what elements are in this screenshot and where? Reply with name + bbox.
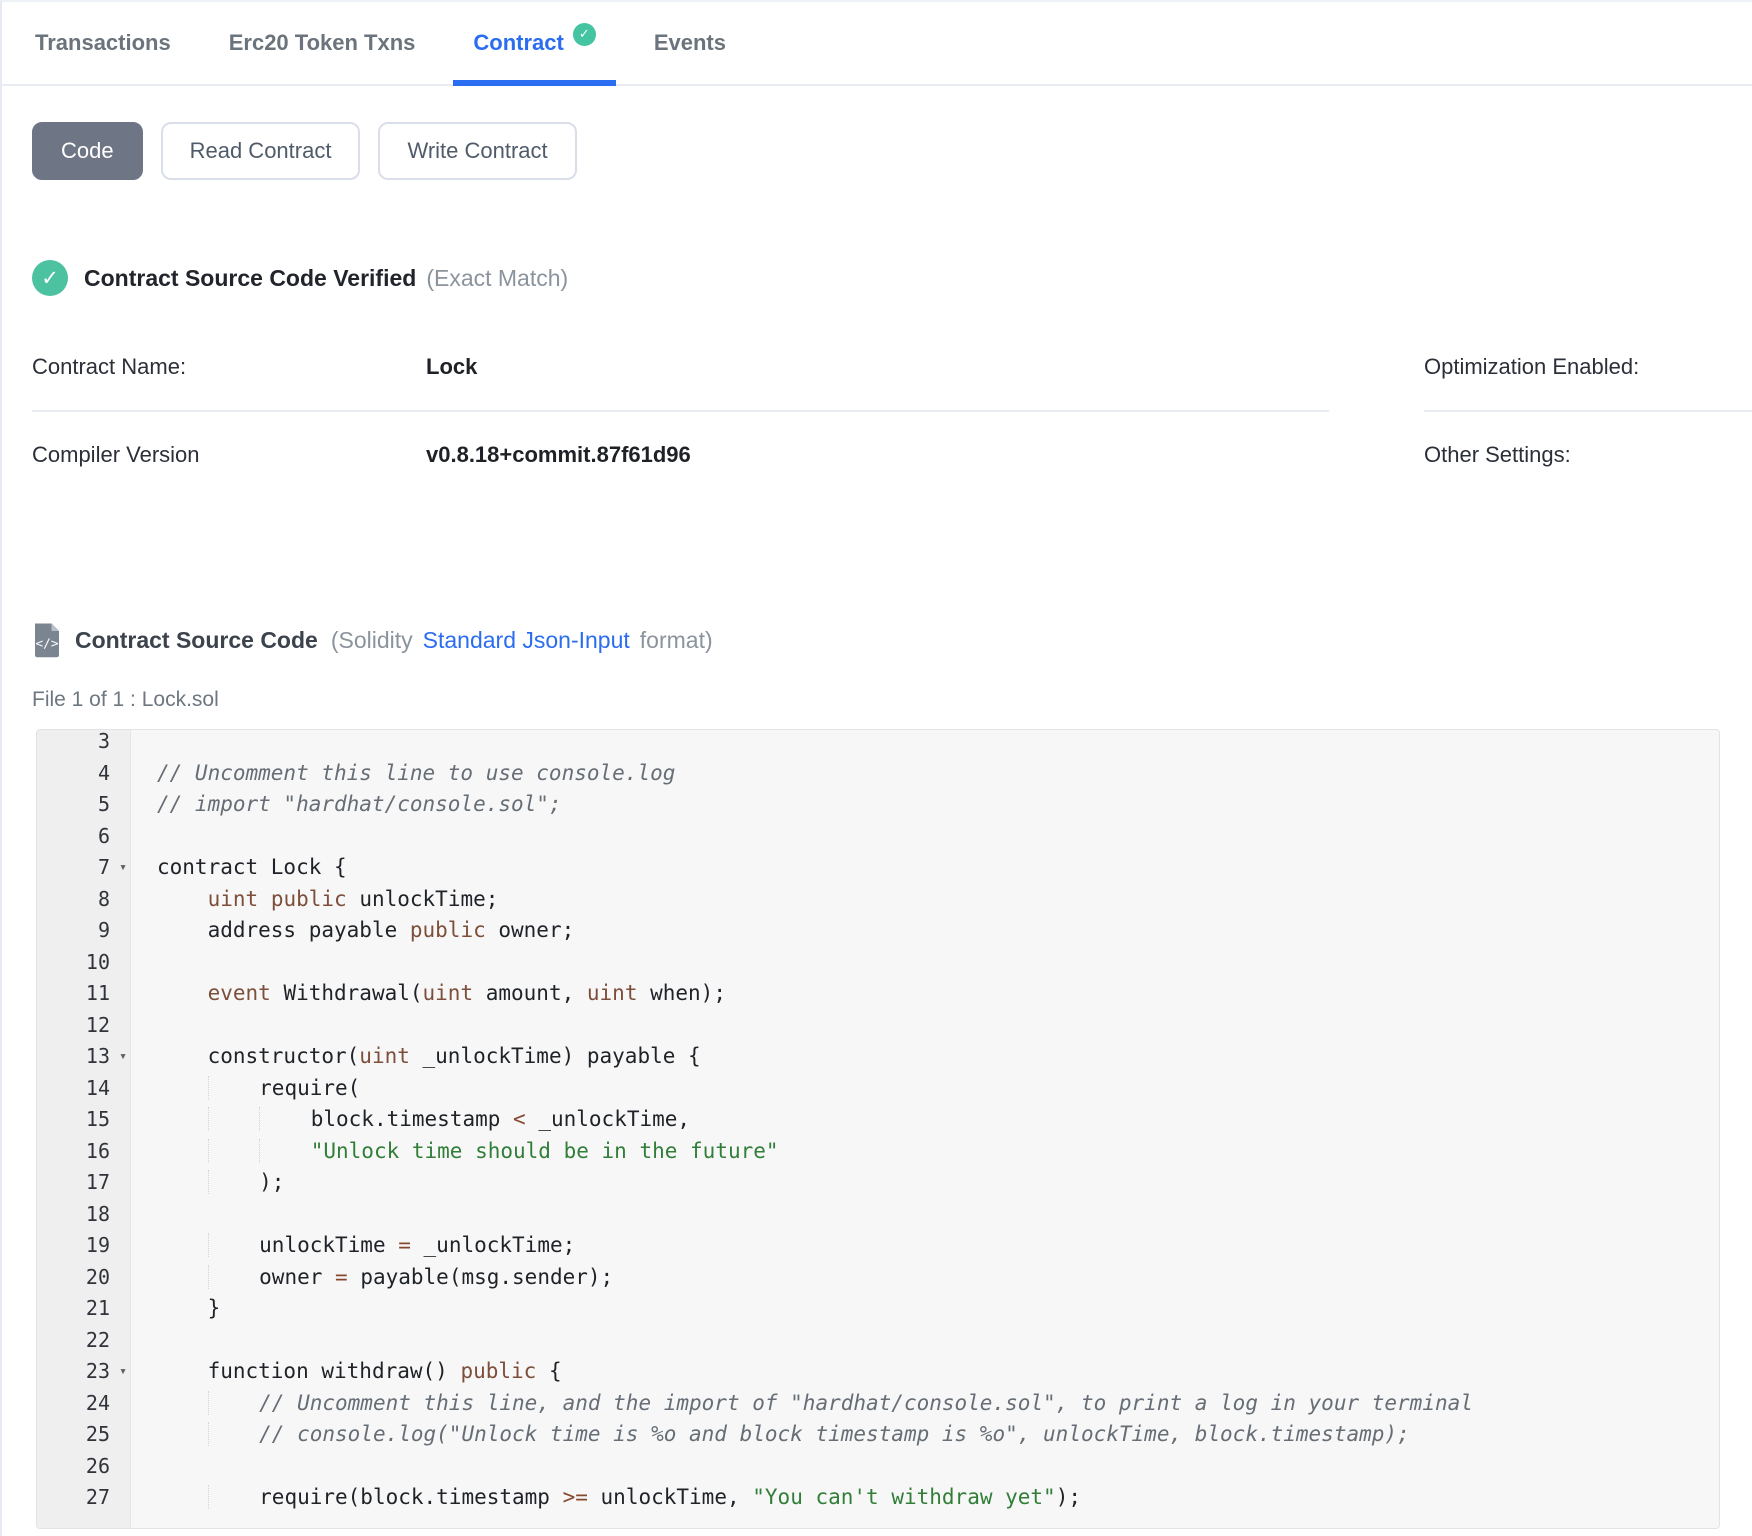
code-token: // console.log("Unlock time is %o and block timestamp is %o", unlockTime, block.timestamp); — [259, 1422, 1410, 1446]
code-line-24 — [157, 1388, 1719, 1420]
indent-guide — [157, 1044, 208, 1068]
code-line-19 — [157, 1230, 1719, 1262]
info-label: Contract Name: — [32, 354, 187, 379]
verified-title: Contract Source Code Verified — [84, 264, 417, 291]
indent-guide — [157, 1485, 208, 1509]
code-token: payable(msg.sender); — [347, 1264, 614, 1289]
code-fold-arrow[interactable]: ▾ — [119, 1364, 127, 1379]
code-line-12 — [157, 1010, 1719, 1042]
code-token: uint — [422, 981, 474, 1005]
code-line-14 — [157, 1073, 1719, 1105]
code-token: require( — [259, 1075, 361, 1100]
line-number: 12 — [85, 1012, 110, 1037]
file-info: File 1 of 1 : Lock.sol — [32, 688, 219, 711]
indent-guide — [157, 1391, 208, 1415]
info-row-compiler-version — [32, 412, 1329, 492]
code-token: constructor( — [207, 1044, 360, 1068]
line-number: 4 — [97, 760, 110, 785]
code-line-17 — [157, 1167, 1719, 1199]
write-contract-button[interactable]: Write Contract — [378, 122, 576, 180]
code-line-11 — [157, 978, 1719, 1010]
code-token: uint — [359, 1044, 410, 1068]
code-button[interactable]: Code — [32, 122, 143, 180]
indent-guide — [157, 1139, 208, 1163]
code-line-20 — [157, 1262, 1719, 1294]
code-token: function withdraw() — [207, 1359, 461, 1383]
line-number: 7 ▾ — [37, 852, 130, 884]
code-fold-arrow[interactable]: ▾ — [119, 1049, 127, 1064]
code-line-6 — [157, 821, 1719, 853]
code-file-icon — [32, 622, 62, 658]
code-token: owner; — [485, 918, 575, 942]
indent-guide — [157, 1359, 208, 1383]
code-token: unlockTime, — [587, 1485, 753, 1509]
indent-guide — [208, 1139, 260, 1163]
code-token: // Uncomment this line, and the import of "hardhat/console.sol", to print a log in your terminal — [259, 1390, 1473, 1415]
code-token: public — [460, 1359, 537, 1383]
verified-banner — [32, 260, 1752, 296]
tab-label: Transactions — [35, 30, 171, 55]
indent-guide — [208, 1233, 260, 1257]
indent-guide — [208, 1391, 260, 1415]
code-line-18 — [157, 1199, 1719, 1231]
indent-guide — [208, 1107, 260, 1131]
code-line-3 — [157, 730, 1719, 758]
info-row-other-settings — [1424, 412, 1752, 492]
code-token: require(block.timestamp — [259, 1485, 563, 1509]
code-token: < — [513, 1107, 526, 1131]
code-token: = — [398, 1233, 411, 1257]
source-code-title: Contract Source Code — [75, 626, 318, 653]
indent-guide — [259, 1107, 311, 1131]
tab-contract[interactable] — [453, 2, 615, 84]
code-token: = — [335, 1264, 348, 1289]
code-token: // Uncomment this line to use console.log — [157, 760, 676, 785]
svg-text:</>: </> — [35, 636, 59, 652]
code-token: } — [207, 1296, 221, 1320]
code-line-23 — [157, 1356, 1719, 1388]
line-number: 16 — [85, 1138, 110, 1163]
indent-guide — [157, 1076, 208, 1100]
contract-info-right-column — [1424, 342, 1752, 492]
line-number: 22 — [85, 1327, 110, 1352]
line-number: 11 — [85, 981, 110, 1005]
read-contract-button[interactable]: Read Contract — [161, 122, 361, 180]
indent-guide — [157, 1296, 208, 1320]
code-token: when); — [637, 981, 726, 1005]
tab-label: Erc20 Token Txns — [228, 30, 416, 55]
line-number: 10 — [85, 949, 110, 974]
tab-erc20-token-txns[interactable] — [209, 2, 436, 84]
indent-guide — [157, 887, 208, 911]
line-number: 24 — [85, 1390, 110, 1415]
code-token: _unlockTime, — [525, 1107, 691, 1131]
line-number: 19 — [85, 1233, 110, 1257]
code-line-26 — [157, 1451, 1719, 1483]
code-line-7 — [157, 852, 1719, 884]
code-token: >= — [562, 1485, 588, 1509]
line-number: 8 — [97, 886, 110, 911]
code-line-16 — [157, 1136, 1719, 1168]
code-line-10 — [157, 947, 1719, 979]
info-label: Optimization Enabled: — [1424, 354, 1640, 379]
code-line-13 — [157, 1041, 1719, 1073]
indent-guide — [208, 1076, 260, 1100]
code-line-22 — [157, 1325, 1719, 1357]
code-token: "You can't withdraw yet" — [752, 1485, 1056, 1509]
code-token: // import "hardhat/console.sol"; — [157, 792, 562, 816]
code-token: owner — [259, 1264, 336, 1289]
code-line-5 — [157, 789, 1719, 821]
line-number: 18 — [85, 1201, 110, 1226]
code-token: amount, — [473, 981, 587, 1005]
line-number: 13 ▾ — [37, 1041, 130, 1073]
code-token: ); — [1055, 1485, 1081, 1509]
line-number: 17 — [85, 1170, 110, 1194]
tab-label: Contract — [473, 30, 564, 55]
code-line-9 — [157, 915, 1719, 947]
verified-badge-icon: ✓ — [573, 23, 596, 46]
contract-info-left-column — [32, 342, 1329, 492]
line-number: 23 ▾ — [37, 1356, 130, 1388]
code-token: contract Lock { — [157, 855, 347, 879]
source-code-editor[interactable] — [36, 729, 1720, 1529]
editor-gutter — [37, 730, 131, 1528]
source-code-header — [32, 622, 1752, 658]
indent-guide — [157, 1265, 208, 1289]
code-toolbar — [32, 122, 1752, 180]
line-number: 20 — [85, 1264, 110, 1289]
source-format-post: format) — [639, 626, 713, 653]
tab-events[interactable] — [634, 2, 746, 84]
info-label: Compiler Version — [32, 442, 200, 467]
info-row-contract-name — [32, 342, 1329, 412]
code-token: unlockTime — [259, 1233, 399, 1257]
code-token — [258, 887, 271, 911]
code-token: uint — [207, 886, 259, 911]
code-token: public — [409, 918, 486, 942]
info-row-optimization-enabled — [1424, 342, 1752, 412]
indent-guide — [157, 981, 208, 1005]
editor-code-area[interactable] — [131, 730, 1719, 1528]
code-token: _unlockTime; — [410, 1233, 576, 1257]
code-line-15 — [157, 1104, 1719, 1136]
line-number: 9 — [97, 918, 110, 942]
line-number: 3 — [97, 730, 110, 753]
code-token: unlockTime; — [346, 886, 499, 911]
indent-guide — [157, 1422, 208, 1446]
line-number: 6 — [97, 823, 110, 848]
indent-guide — [157, 918, 208, 942]
code-token: public — [270, 886, 347, 911]
indent-guide — [259, 1139, 311, 1163]
indent-guide — [157, 1233, 208, 1257]
standard-json-input-link[interactable]: Standard Json-Input — [422, 626, 630, 653]
verified-check-icon: ✓ — [32, 260, 68, 296]
line-number: 26 — [85, 1453, 110, 1478]
indent-guide — [208, 1422, 260, 1446]
line-number: 25 — [85, 1422, 110, 1446]
code-token: "Unlock time should be in the future" — [310, 1138, 779, 1163]
tab-transactions[interactable] — [15, 2, 191, 84]
line-number: 27 — [85, 1485, 110, 1509]
code-token: { — [536, 1359, 562, 1383]
indent-guide — [208, 1170, 260, 1194]
code-line-25 — [157, 1419, 1719, 1451]
code-fold-arrow[interactable]: ▾ — [119, 860, 127, 875]
contract-info-grid — [2, 342, 1752, 490]
line-number: 15 — [85, 1107, 110, 1131]
code-token: uint — [586, 981, 638, 1005]
code-line-27 — [157, 1482, 1719, 1514]
code-token: ); — [259, 1170, 285, 1194]
indent-guide — [208, 1485, 260, 1509]
line-number: 5 — [97, 792, 110, 816]
tab-label: Events — [653, 30, 726, 55]
line-number: 14 — [85, 1075, 110, 1100]
code-line-4 — [157, 758, 1719, 790]
source-format-pre: (Solidity — [330, 626, 413, 653]
line-number: 21 — [85, 1296, 110, 1320]
code-line-21 — [157, 1293, 1719, 1325]
code-token: _unlockTime) payable { — [409, 1044, 701, 1068]
info-value: v0.8.18+commit.87f61d96 — [426, 442, 691, 467]
code-token: address payable — [207, 918, 410, 942]
indent-guide — [208, 1265, 260, 1289]
info-label: Other Settings: — [1424, 442, 1571, 467]
indent-guide — [157, 1170, 208, 1194]
code-token: block.timestamp — [310, 1107, 514, 1131]
code-line-8 — [157, 884, 1719, 916]
tab-bar — [2, 2, 1752, 86]
code-token: event — [207, 981, 271, 1005]
info-value: Lock — [426, 354, 478, 379]
verified-subtitle: (Exact Match) — [426, 264, 569, 291]
code-token: Withdrawal( — [270, 981, 423, 1005]
indent-guide — [157, 1107, 208, 1131]
